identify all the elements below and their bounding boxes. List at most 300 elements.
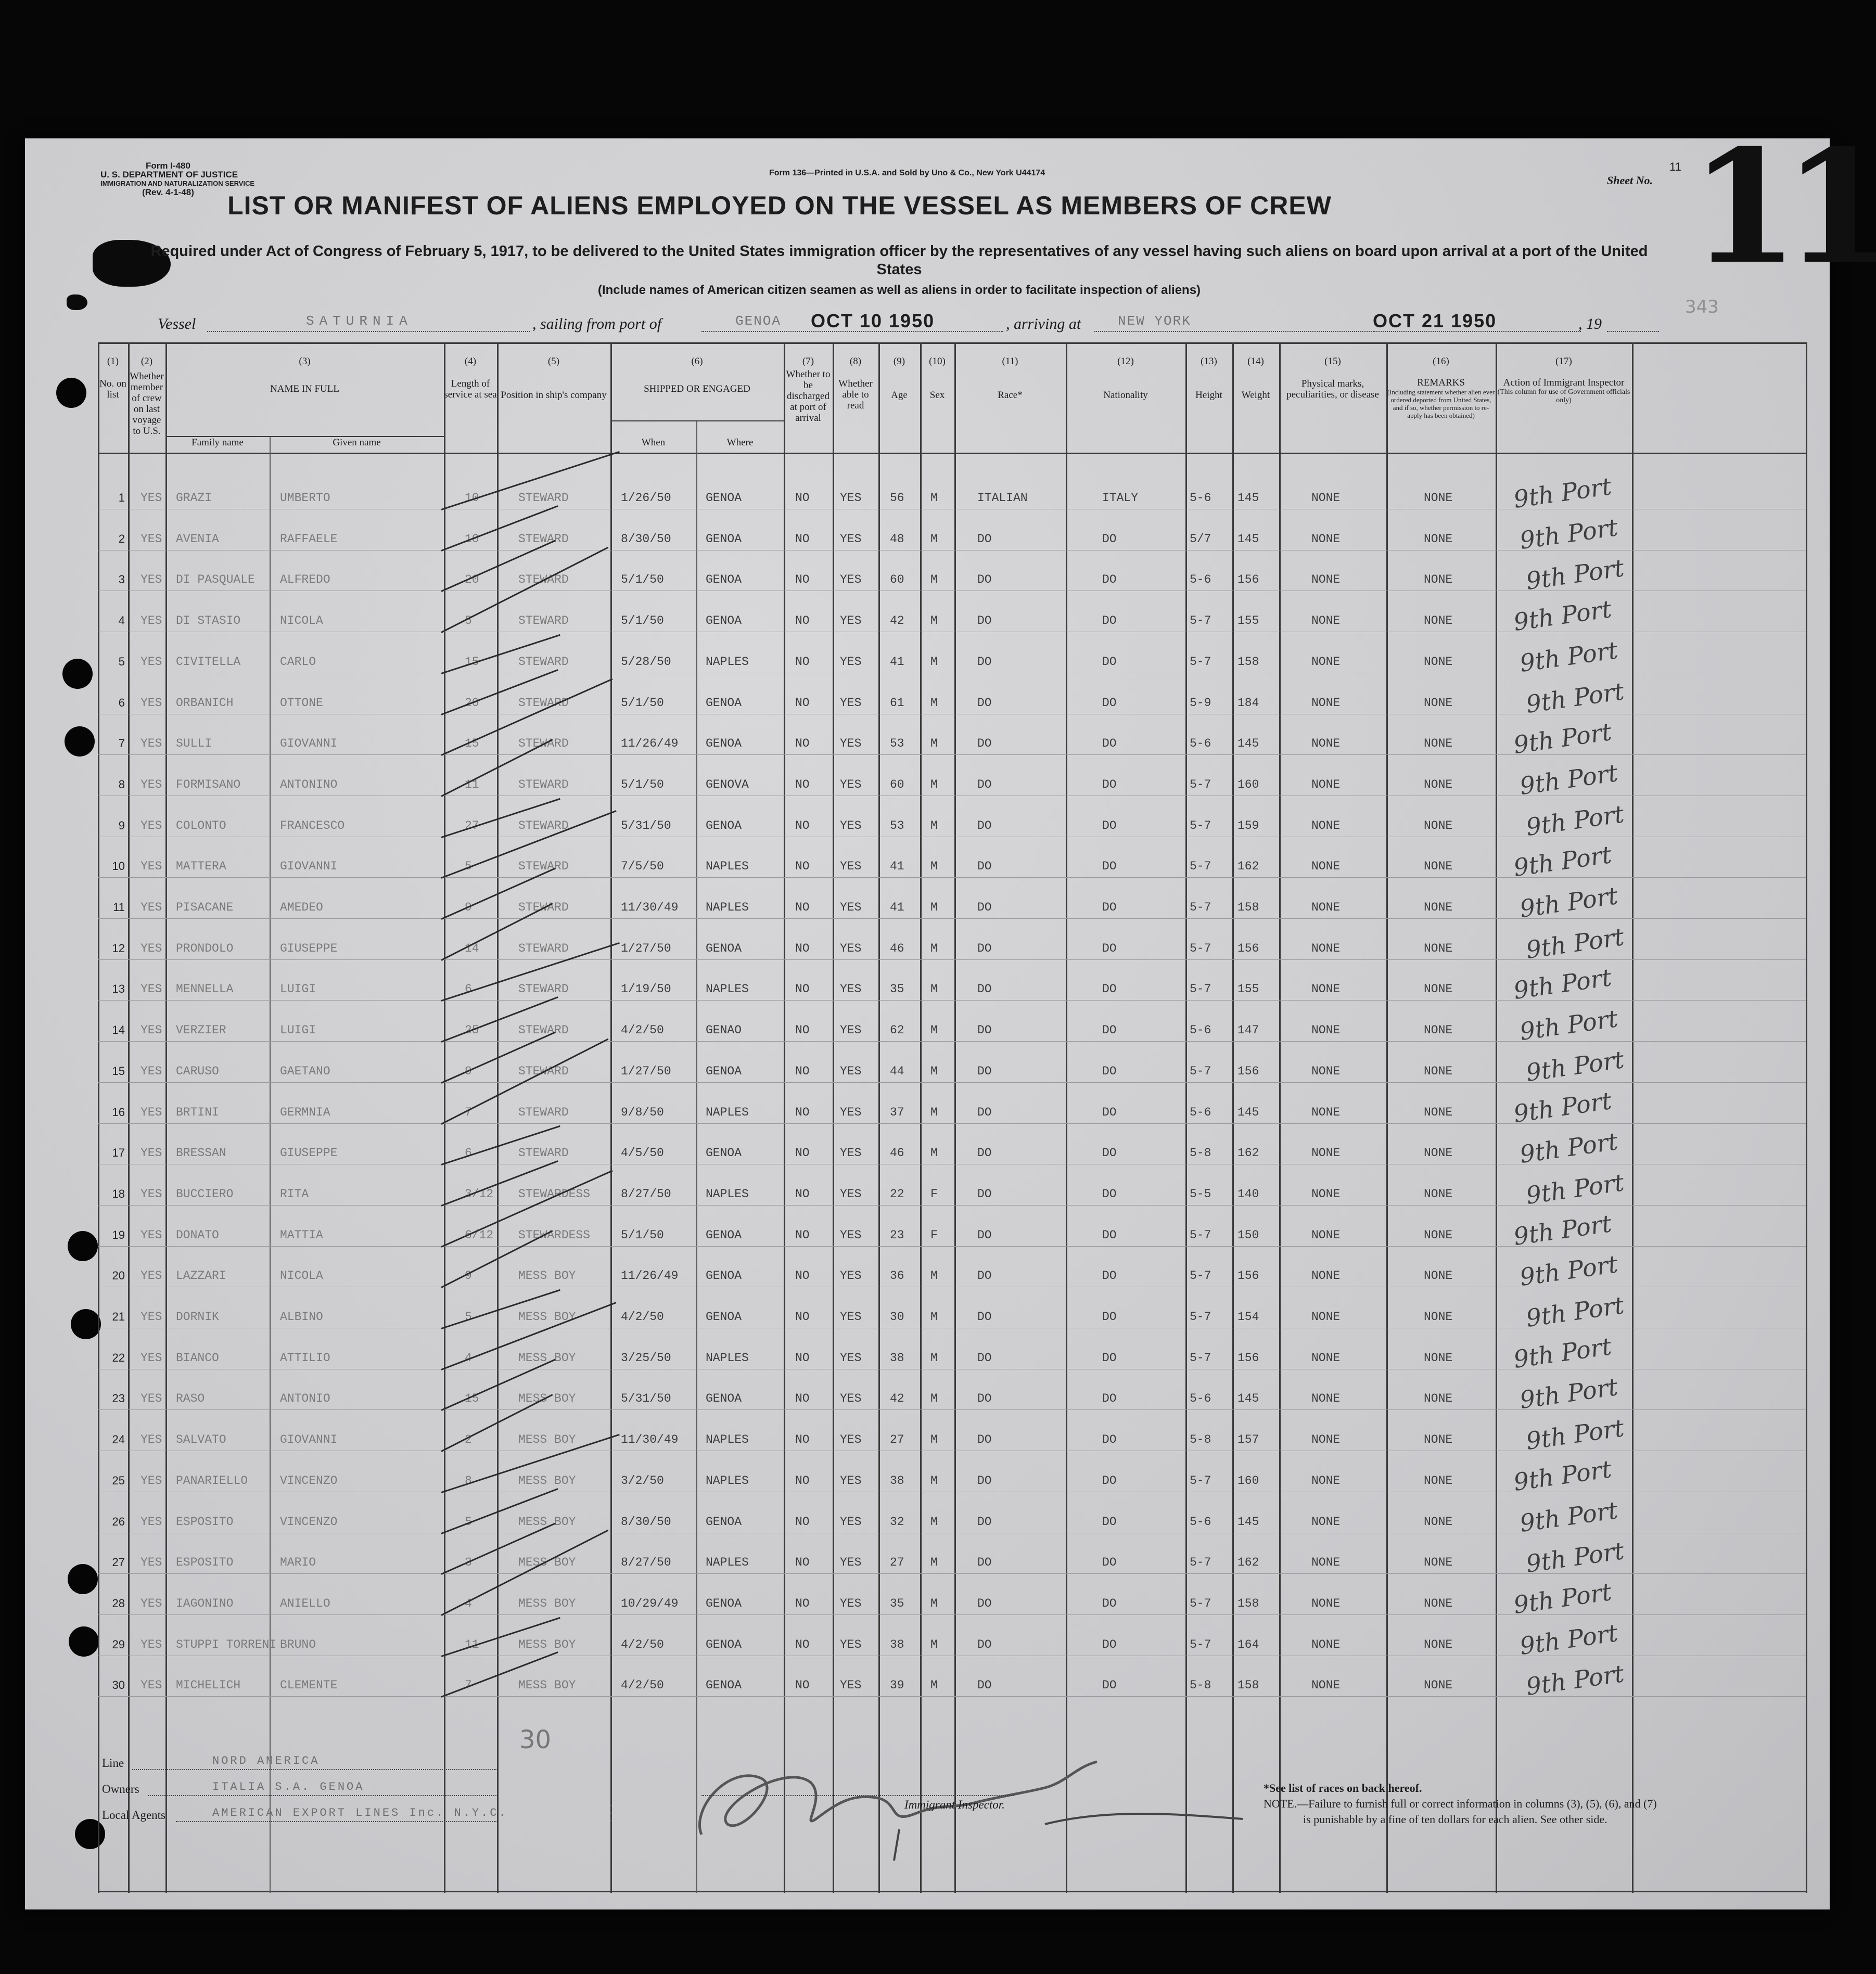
vessel-name: SATURNIA <box>306 313 413 329</box>
sex: M <box>930 696 938 710</box>
col3-title: NAME IN FULL <box>270 383 339 394</box>
row-number: 23 <box>112 1392 125 1405</box>
given-name: VINCENZO <box>280 1515 338 1529</box>
remarks: NONE <box>1424 1105 1453 1119</box>
service-length: 5 <box>465 614 472 628</box>
ink-blot <box>67 294 87 310</box>
weight: 162 <box>1237 860 1259 874</box>
header-bottom-rule <box>98 453 1806 454</box>
given-name: GAETANO <box>280 1064 330 1078</box>
age: 41 <box>890 901 904 914</box>
physical-marks: NONE <box>1311 1596 1341 1610</box>
to-be-discharged: NO <box>795 696 810 710</box>
position: STEWARD <box>518 532 569 546</box>
col8-header <box>833 356 878 411</box>
shipped-when: 5/1/50 <box>621 573 664 587</box>
age: 53 <box>890 737 904 751</box>
weight: 184 <box>1237 696 1259 710</box>
col4-title: Length of service at sea <box>444 378 497 400</box>
shipped-when: 1/27/50 <box>621 941 671 955</box>
row-number: 27 <box>112 1556 125 1569</box>
family-name: AVENIA <box>176 532 219 546</box>
to-be-discharged: NO <box>795 1269 810 1283</box>
shipped-where: NAPLES <box>706 1351 749 1365</box>
shipped-when: 1/27/50 <box>621 1064 671 1078</box>
age: 56 <box>890 491 904 505</box>
weight: 140 <box>1237 1187 1259 1201</box>
remarks: NONE <box>1424 1433 1453 1447</box>
physical-marks: NONE <box>1311 1637 1341 1651</box>
to-be-discharged: NO <box>795 614 810 628</box>
sex: M <box>930 982 938 996</box>
to-be-discharged: NO <box>795 1187 810 1201</box>
col-rule <box>833 342 834 1893</box>
race: DO <box>977 1105 992 1119</box>
age: 46 <box>890 1146 904 1160</box>
age: 39 <box>890 1678 904 1693</box>
remarks: NONE <box>1424 818 1453 832</box>
family-name: PRONDOLO <box>176 941 234 955</box>
sex: M <box>930 1351 938 1365</box>
sailing-date-stamp: OCT 10 1950 <box>811 310 935 331</box>
position: STEWARD <box>518 777 569 791</box>
shipped-when: 5/1/50 <box>621 1228 664 1242</box>
given-name: VINCENZO <box>280 1473 338 1488</box>
height: 5-7 <box>1190 777 1211 791</box>
inspector-mark: 9th Port <box>1518 758 1620 800</box>
row-rule <box>98 1614 1806 1615</box>
remarks: NONE <box>1424 573 1453 587</box>
punch-hole <box>56 378 86 408</box>
col14-header <box>1232 356 1279 401</box>
weight: 156 <box>1237 1269 1259 1283</box>
service-length: 6 <box>465 1146 472 1160</box>
col4-number: (4) <box>464 356 477 367</box>
port-of-sailing: GENOA <box>735 313 782 329</box>
race: DO <box>977 614 992 628</box>
shipped-where: GENOA <box>706 1228 742 1242</box>
age: 32 <box>890 1515 904 1529</box>
position: STEWARD <box>518 901 569 914</box>
to-be-discharged: NO <box>795 491 810 505</box>
crew-last-voyage: YES <box>141 614 162 628</box>
row-number: 17 <box>112 1146 125 1160</box>
nationality: DO <box>1102 696 1117 710</box>
crew-last-voyage: YES <box>141 777 162 791</box>
height: 5-7 <box>1190 901 1211 914</box>
physical-marks: NONE <box>1311 573 1341 587</box>
row-number: 21 <box>112 1310 125 1323</box>
shipped-where: NAPLES <box>706 1187 749 1201</box>
inspector-mark: 9th Port <box>1512 1086 1614 1128</box>
punch-hole <box>65 726 95 757</box>
note-fine: is punishable by a fine of ten dollars for each alien. See other side. <box>1303 1813 1607 1826</box>
row-number: 22 <box>112 1351 125 1364</box>
able-to-read: YES <box>840 1146 862 1160</box>
to-be-discharged: NO <box>795 1351 810 1365</box>
weight: 156 <box>1237 1351 1259 1365</box>
weight: 145 <box>1237 1515 1259 1529</box>
family-name: DORNIK <box>176 1310 219 1324</box>
service-length: 5 <box>465 860 472 874</box>
age: 41 <box>890 655 904 669</box>
col-rule <box>1066 342 1067 1893</box>
sheet-number: 11 <box>1690 115 1876 299</box>
remarks: NONE <box>1424 1596 1453 1610</box>
nationality: ITALY <box>1102 491 1139 505</box>
service-length: 20 <box>465 696 479 710</box>
able-to-read: YES <box>840 1556 862 1570</box>
row-number: 29 <box>112 1637 125 1651</box>
shipped-when: 10/29/49 <box>621 1596 679 1610</box>
physical-marks: NONE <box>1311 1351 1341 1365</box>
col10-number: (10) <box>929 356 946 367</box>
nationality: DO <box>1102 1637 1117 1651</box>
page-title: LIST OR MANIFEST OF ALIENS EMPLOYED ON THE VESSEL AS MEMBERS OF CREW <box>227 191 1332 220</box>
sex: M <box>930 1310 938 1324</box>
position: STEWARD <box>518 1064 569 1078</box>
col7-number: (7) <box>802 356 814 367</box>
height: 5-7 <box>1190 1269 1211 1283</box>
col14-title: Weight <box>1241 390 1270 401</box>
able-to-read: YES <box>840 696 862 710</box>
row-number: 11 <box>113 901 125 914</box>
remarks: NONE <box>1424 491 1453 505</box>
sex: M <box>930 1064 938 1078</box>
pencil-count: 30 <box>519 1725 552 1754</box>
vessel-label: Vessel <box>158 315 196 332</box>
position: STEWARD <box>518 614 569 628</box>
inspector-mark: 9th Port <box>1512 1331 1614 1374</box>
remarks: NONE <box>1424 1146 1453 1160</box>
race: DO <box>977 1473 992 1488</box>
sex: M <box>930 1515 938 1529</box>
shipped-where: GENOA <box>706 1269 742 1283</box>
to-be-discharged: NO <box>795 1310 810 1324</box>
race: DO <box>977 1228 992 1242</box>
nationality: DO <box>1102 982 1117 996</box>
position: MESS BOY <box>518 1678 576 1693</box>
nationality: DO <box>1102 737 1117 751</box>
race: DO <box>977 1637 992 1651</box>
height: 5-7 <box>1190 1228 1211 1242</box>
col-rule <box>610 342 612 1893</box>
nationality: DO <box>1102 1228 1117 1242</box>
col16-header <box>1386 356 1496 419</box>
inspector-mark: 9th Port <box>1518 1250 1620 1292</box>
family-name: BRESSAN <box>176 1146 226 1160</box>
race: DO <box>977 573 992 587</box>
weight: 156 <box>1237 573 1259 587</box>
physical-marks: NONE <box>1311 1228 1341 1242</box>
subtitle-note: (Include names of American citizen seamen as well as aliens in order to facilitate inspection of aliens) <box>597 283 1201 297</box>
sex: M <box>930 941 938 955</box>
nationality: DO <box>1102 1556 1117 1570</box>
col12-title: Nationality <box>1103 390 1148 401</box>
able-to-read: YES <box>840 1433 862 1447</box>
weight: 162 <box>1237 1146 1259 1160</box>
weight: 158 <box>1237 1678 1259 1693</box>
race: DO <box>977 1187 992 1201</box>
revision: (Rev. 4-1-48) <box>142 187 194 197</box>
physical-marks: NONE <box>1311 941 1341 955</box>
crew-table <box>98 342 1806 1893</box>
inspector-mark: 9th Port <box>1518 1127 1620 1169</box>
able-to-read: YES <box>840 982 862 996</box>
col2-title: Whether member of crew on last voyage to U.S. <box>130 371 164 437</box>
sex: M <box>930 1146 938 1160</box>
shipped-where: GENOA <box>706 1310 742 1324</box>
height: 5-6 <box>1190 491 1211 505</box>
weight: 158 <box>1237 655 1259 669</box>
weight: 156 <box>1237 1064 1259 1078</box>
remarks: NONE <box>1424 777 1453 791</box>
weight: 159 <box>1237 818 1259 832</box>
position: MESS BOY <box>518 1310 576 1324</box>
family-name: DI STASIO <box>176 614 241 628</box>
family-name: MICHELICH <box>176 1678 241 1693</box>
age: 53 <box>890 818 904 832</box>
sex: M <box>930 655 938 669</box>
to-be-discharged: NO <box>795 1596 810 1610</box>
age: 35 <box>890 982 904 996</box>
able-to-read: YES <box>840 1473 862 1488</box>
height: 5-6 <box>1190 1392 1211 1406</box>
shipped-when: 11/26/49 <box>621 1269 679 1283</box>
row-number: 25 <box>112 1473 125 1487</box>
shipped-when: 1/19/50 <box>621 982 671 996</box>
height: 5-7 <box>1190 982 1211 996</box>
to-be-discharged: NO <box>795 1105 810 1119</box>
physical-marks: NONE <box>1311 1433 1341 1447</box>
remarks: NONE <box>1424 982 1453 996</box>
row-number: 16 <box>112 1105 125 1119</box>
col6-number: (6) <box>691 356 703 367</box>
able-to-read: YES <box>840 1187 862 1201</box>
position: MESS BOY <box>518 1515 576 1529</box>
inspector-mark: 9th Port <box>1512 1454 1614 1496</box>
family-name: LAZZARI <box>176 1269 226 1283</box>
weight: 145 <box>1237 1105 1259 1119</box>
crew-last-voyage: YES <box>141 1064 162 1078</box>
crew-last-voyage: YES <box>141 1515 162 1529</box>
col-rule <box>1279 342 1281 1893</box>
sex: M <box>930 1392 938 1406</box>
position: STEWARD <box>518 1105 569 1119</box>
sex: M <box>930 1596 938 1610</box>
to-be-discharged: NO <box>795 1064 810 1078</box>
position: STEWARD <box>518 491 569 505</box>
col6-title: SHIPPED OR ENGAGED <box>644 383 750 394</box>
arriving-label: , arriving at <box>1006 315 1081 332</box>
position: MESS BOY <box>518 1392 576 1406</box>
family-name: BUCCIERO <box>176 1187 234 1201</box>
shipped-where: GENOA <box>706 573 742 587</box>
nationality: DO <box>1102 901 1117 914</box>
race: DO <box>977 1678 992 1693</box>
race: DO <box>977 1269 992 1283</box>
crew-last-voyage: YES <box>141 1269 162 1283</box>
sex: M <box>930 901 938 914</box>
col8-title: Whether able to read <box>838 378 873 411</box>
inspector-mark: 9th Port <box>1512 1209 1614 1251</box>
col13-number: (13) <box>1201 356 1217 367</box>
row-rule <box>98 877 1806 878</box>
crew-last-voyage: YES <box>141 982 162 996</box>
height: 5-6 <box>1190 573 1211 587</box>
shipped-when: 4/2/50 <box>621 1637 664 1651</box>
pencil-page-number: 343 <box>1685 297 1719 317</box>
service-length: 9 <box>465 1064 472 1078</box>
weight: 162 <box>1237 1556 1259 1570</box>
weight: 164 <box>1237 1637 1259 1651</box>
to-be-discharged: NO <box>795 1392 810 1406</box>
col11-header <box>954 356 1066 401</box>
able-to-read: YES <box>840 1269 862 1283</box>
dotted-line <box>207 331 530 332</box>
position: STEWARDESS <box>518 1228 591 1242</box>
remarks: NONE <box>1424 1310 1453 1324</box>
height: 5-7 <box>1190 1064 1211 1078</box>
age: 22 <box>890 1187 904 1201</box>
owners-label: Owners <box>102 1783 139 1796</box>
inspector-mark: 9th Port <box>1518 881 1620 923</box>
race: DO <box>977 1556 992 1570</box>
crew-last-voyage: YES <box>141 1105 162 1119</box>
inspector-mark: 9th Port <box>1524 1291 1626 1332</box>
race: DO <box>977 941 992 955</box>
height: 5-7 <box>1190 1556 1211 1570</box>
col1-number: (1) <box>107 356 119 367</box>
when-header: When <box>641 437 666 448</box>
family-name: GRAZI <box>176 491 212 505</box>
age: 36 <box>890 1269 904 1283</box>
age: 48 <box>890 532 904 546</box>
nationality: DO <box>1102 1310 1117 1324</box>
remarks: NONE <box>1424 1023 1453 1037</box>
shipped-when: 9/8/50 <box>621 1105 664 1119</box>
physical-marks: NONE <box>1311 777 1341 791</box>
given-name: BRUNO <box>280 1637 316 1651</box>
shipped-where: GENOA <box>706 737 742 751</box>
age: 42 <box>890 614 904 628</box>
sex: M <box>930 1269 938 1283</box>
given-name: LUIGI <box>280 982 316 996</box>
able-to-read: YES <box>840 532 862 546</box>
able-to-read: YES <box>840 1678 862 1693</box>
remarks: NONE <box>1424 1473 1453 1488</box>
family-name: SULLI <box>176 737 212 751</box>
given-name: RITA <box>280 1187 309 1201</box>
service-length: 27 <box>465 818 479 832</box>
position: STEWARD <box>518 1023 569 1037</box>
sex: M <box>930 1556 938 1570</box>
nationality: DO <box>1102 777 1117 791</box>
family-name: DONATO <box>176 1228 219 1242</box>
shipped-where: GENOA <box>706 941 742 955</box>
subtitle: Required under Act of Congress of February 5, 1917, to be delivered to the United States immigration officer by the representatives of any vessel having such aliens on board upon arrival at a port of the United States <box>150 243 1648 278</box>
col12-number: (12) <box>1117 356 1134 367</box>
shipped-when: 3/2/50 <box>621 1473 664 1488</box>
col5-title: Position in ship's company <box>501 390 607 401</box>
inspector-mark: 9th Port <box>1518 512 1620 555</box>
sex: M <box>930 1473 938 1488</box>
col6-header <box>610 356 784 394</box>
to-be-discharged: NO <box>795 1637 810 1651</box>
crew-last-voyage: YES <box>141 532 162 546</box>
physical-marks: NONE <box>1311 696 1341 710</box>
height: 5-7 <box>1190 1310 1211 1324</box>
able-to-read: YES <box>840 614 862 628</box>
col-rule <box>784 342 785 1893</box>
inspector-mark: 9th Port <box>1518 1495 1620 1537</box>
given-name: CARLO <box>280 655 316 669</box>
nationality: DO <box>1102 614 1117 628</box>
sex: F <box>930 1228 938 1242</box>
physical-marks: NONE <box>1311 860 1341 874</box>
physical-marks: NONE <box>1311 1392 1341 1406</box>
family-name: CARUSO <box>176 1064 219 1078</box>
service-length: 3 <box>465 1556 472 1570</box>
able-to-read: YES <box>840 737 862 751</box>
crew-last-voyage: YES <box>141 491 162 505</box>
remarks: NONE <box>1424 614 1453 628</box>
shipped-when: 5/1/50 <box>621 696 664 710</box>
family-name: BIANCO <box>176 1351 219 1365</box>
row-number: 19 <box>112 1228 125 1241</box>
col-rule <box>1496 342 1497 1893</box>
position: STEWARD <box>518 1146 569 1160</box>
shipped-where: GENOA <box>706 1515 742 1529</box>
shipped-where: GENOA <box>706 1678 742 1693</box>
given-name: GIOVANNI <box>280 1433 338 1447</box>
given-name: FRANCESCO <box>280 818 345 832</box>
shipped-where: NAPLES <box>706 901 749 914</box>
race: DO <box>977 1310 992 1324</box>
inspector-mark: 9th Port <box>1524 554 1626 596</box>
col16-subtitle: (Including statement whether alien ever ordered deported from United States, and if so, whether permission to re-apply has been obtained) <box>1387 388 1495 419</box>
age: 41 <box>890 860 904 874</box>
to-be-discharged: NO <box>795 1473 810 1488</box>
remarks: NONE <box>1424 532 1453 546</box>
age: 30 <box>890 1310 904 1324</box>
sex: M <box>930 777 938 791</box>
service-length: 3/12 <box>465 1187 494 1201</box>
physical-marks: NONE <box>1311 1187 1341 1201</box>
row-number: 20 <box>112 1269 125 1283</box>
service-length: 8 <box>465 1473 472 1488</box>
inspector-mark: 9th Port <box>1524 1045 1626 1087</box>
shipped-where: GENOA <box>706 818 742 832</box>
remarks: NONE <box>1424 1556 1453 1570</box>
arrival-date-stamp: OCT 21 1950 <box>1373 310 1497 331</box>
service-length: 14 <box>465 941 479 955</box>
service-length: 15 <box>465 1392 479 1406</box>
physical-marks: NONE <box>1311 1310 1341 1324</box>
shipped-when: 8/27/50 <box>621 1187 671 1201</box>
given-name: GERMNIA <box>280 1105 330 1119</box>
position: STEWARD <box>518 737 569 751</box>
age: 37 <box>890 1105 904 1119</box>
nationality: DO <box>1102 1351 1117 1365</box>
physical-marks: NONE <box>1311 532 1341 546</box>
physical-marks: NONE <box>1311 1269 1341 1283</box>
col15-title: Physical marks, peculiarities, or disease <box>1286 378 1379 400</box>
sex: M <box>930 1678 938 1693</box>
dotted-line <box>1373 331 1581 332</box>
crew-last-voyage: YES <box>141 1556 162 1570</box>
height: 5-7 <box>1190 941 1211 955</box>
